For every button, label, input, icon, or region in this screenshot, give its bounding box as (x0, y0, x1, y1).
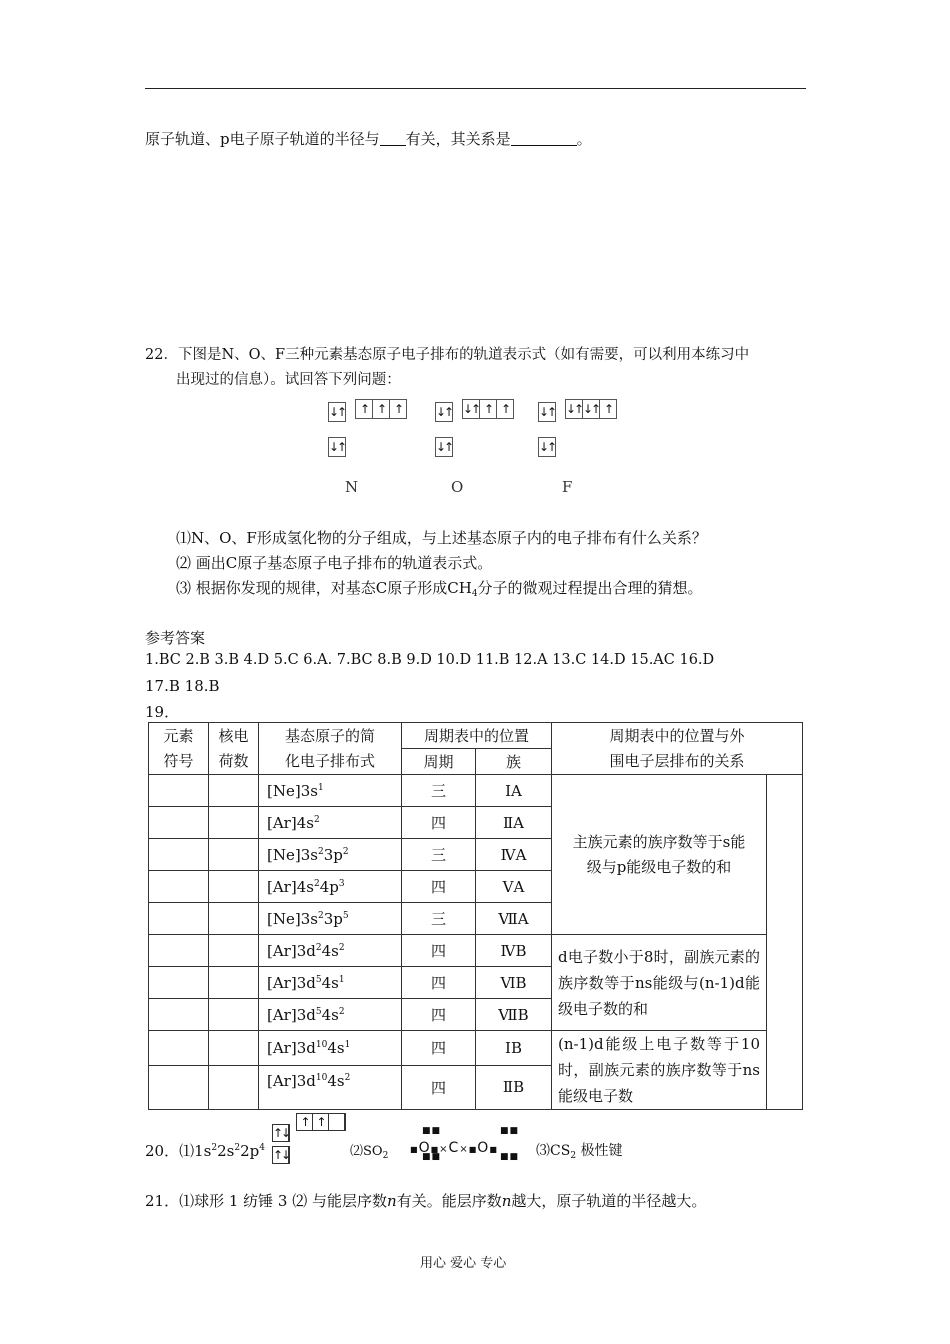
lewis-atom: O (477, 1140, 490, 1156)
cfg-sup: 2 (317, 846, 324, 857)
n-1s-orbital (328, 437, 346, 457)
cell-period: 三 (402, 775, 476, 807)
cell-charge (209, 903, 259, 935)
q20-answer (145, 1140, 265, 1161)
cell-period: 四 (402, 807, 476, 839)
answers-line1: 1.BC 2.B 3.B 4.D 5.C 6.A. 7.BC 8.B 9.D 10.D 11.B 12.A 13.C 14.D 15.AC 16.D (145, 652, 715, 668)
f-1s-orbital (538, 437, 556, 457)
orbital-cell: ↓↑ (583, 402, 600, 416)
cell-period: 四 (402, 871, 476, 903)
q20-subscript: 2 (382, 1151, 389, 1161)
lewis-top-dots-o1: ■■ (422, 1126, 442, 1136)
cfg-text: 3p (323, 909, 343, 928)
cell-symbol (149, 1031, 209, 1066)
blank-1 (380, 131, 406, 146)
lewis-dot-icon: ■ (489, 1145, 498, 1154)
cell-config (259, 903, 402, 935)
cfg-text: [Ar]3d (267, 941, 316, 960)
q21-ans-var: n (387, 1192, 397, 1210)
table-row (149, 935, 803, 967)
q20-2p-box (296, 1113, 346, 1131)
orbital-cell: ↓↑ (463, 402, 480, 416)
cell-charge (209, 1065, 259, 1109)
n-2p-orbitals (355, 399, 407, 419)
q21-ans-text: 21．⑴球形 1 纺锤 3 ⑵ 与能层序数 (145, 1192, 388, 1210)
blank-2 (511, 131, 577, 146)
orbital-cell: ↑ (500, 402, 510, 416)
q20-text: ⑶CS (536, 1143, 571, 1159)
answer-table-19 (148, 722, 803, 1110)
header-rule (145, 88, 806, 89)
relation-ib: (n-1)d能级上电子数等于10时，副族元素的族序数等于ns能级电子数 (552, 1031, 767, 1110)
header-text: 符号 (163, 751, 194, 770)
q22-sub2: ⑵ 画出C原子基态原子电子排布的轨道表示式。 (176, 554, 493, 572)
cell-group: ⅣA (476, 839, 552, 871)
orbital-cell: ↑ (373, 400, 390, 418)
cfg-sup: 3 (338, 878, 345, 889)
relation-sub: d电子数小于8时，副族元素的族序数等于ns能级与(n-1)d能级电子数的和 (552, 935, 767, 1031)
label-f: F (562, 478, 573, 496)
page-footer: 用心 爱心 专心 (420, 1256, 507, 1271)
q21-text-c: 。 (576, 130, 592, 148)
q22-stem-line1: 22．下图是N、O、F三种元素基态原子电子排布的轨道表示式（如有需要，可以利用本练习中 (145, 347, 750, 363)
cell-group: ⅠB (476, 1031, 552, 1066)
cfg-sup: 5 (315, 974, 322, 985)
cell-group: ⅣB (476, 935, 552, 967)
q21-ans-text: 有关。能层序数 (396, 1192, 502, 1210)
cell-config (259, 935, 402, 967)
cfg-text: 4s (321, 973, 339, 992)
cfg-sup: 2 (315, 942, 322, 953)
cell-symbol (149, 839, 209, 871)
orbital-cell: ↓↑ (329, 440, 346, 454)
q21-text-b: 有关，其关系是 (405, 130, 511, 148)
f-2s-orbital (538, 402, 556, 422)
q20-1s-box (272, 1146, 290, 1164)
orbital-cell: ↓↑ (436, 405, 453, 419)
q22-sub3-subscript: 4 (471, 589, 478, 599)
q20-2s-box (272, 1124, 290, 1142)
cfg-text: [Ar]3d (267, 1071, 316, 1090)
q20-text: ⑵SO (350, 1144, 383, 1159)
lewis-bottom-dots-o2: ■■ (500, 1152, 520, 1162)
cfg-sup: 10 (315, 1039, 328, 1050)
cell-group: ⅠA (476, 775, 552, 807)
cell-symbol (149, 935, 209, 967)
orbital-cell: ↓↑ (566, 402, 583, 416)
lewis-dot-icon: ■ (410, 1145, 419, 1154)
q22-sub3-text-a: ⑶ 根据你发现的规律，对基态C原子形成CH (176, 579, 472, 597)
orbital-cell: ↑ (393, 402, 403, 416)
cfg-text: [Ne]3s (267, 845, 318, 864)
header-text: 核电 (218, 726, 249, 745)
cell-charge (209, 807, 259, 839)
cell-group: ⅦB (476, 999, 552, 1031)
q22-sub3-text-b: 分子的微观过程提出合理的猜想。 (477, 579, 703, 597)
cell-config (259, 775, 402, 807)
cell-config (259, 999, 402, 1031)
cell-charge (209, 999, 259, 1031)
q20-text: 2s (217, 1142, 235, 1160)
relation-text: 级与p能级电子数的和 (586, 857, 732, 876)
cell-symbol (149, 903, 209, 935)
orbital-cell: ↑ (313, 1114, 329, 1130)
q20-part3 (536, 1140, 623, 1160)
header-text: 元素 (163, 726, 194, 745)
cfg-text: [Ar]3d (267, 1038, 316, 1057)
cell-period: 三 (402, 903, 476, 935)
cfg-text: [Ar]4s (267, 813, 314, 832)
answers-title: 参考答案 (145, 629, 206, 647)
header-symbol (149, 723, 209, 775)
lewis-cross-icon: × (459, 1144, 469, 1155)
f-2p-orbitals (565, 399, 617, 419)
cell-symbol (149, 1065, 209, 1109)
cell-group: ⅡB (476, 1065, 552, 1109)
cell-charge (209, 1031, 259, 1066)
lewis-dot-icon: ■ (468, 1145, 478, 1154)
cfg-sup: 1 (317, 782, 324, 793)
cell-config (259, 839, 402, 871)
q22-sub1: ⑴N、O、F形成氢化物的分子组成，与上述基态原子内的电子排布有什么关系？ (176, 529, 707, 547)
header-charge (209, 723, 259, 775)
cfg-text: 3p (323, 845, 343, 864)
label-n: N (345, 478, 359, 496)
cfg-sup: 5 (342, 910, 349, 921)
q21-answer (145, 1190, 706, 1211)
cfg-sup: 2 (313, 878, 320, 889)
q20-sup: 2 (211, 1143, 218, 1153)
cfg-text: 4s (327, 1071, 345, 1090)
cell-config (259, 1031, 402, 1066)
cell-symbol (149, 967, 209, 999)
header-relation (552, 723, 803, 775)
cell-charge (209, 839, 259, 871)
header-text: 基态原子的简 (284, 726, 375, 745)
orbital-cell: ↑ (297, 1114, 313, 1130)
relation-text: 主族元素的族序数等于s能 (572, 832, 746, 851)
lewis-atom: C (448, 1140, 460, 1156)
q20-text: 20．⑴1s (145, 1142, 212, 1160)
cfg-sup: 2 (344, 1072, 351, 1083)
header-group: 族 (476, 749, 552, 775)
cell-group: ⅡA (476, 807, 552, 839)
q21-continuation (145, 128, 592, 149)
q20-subscript: 2 (570, 1151, 577, 1161)
q21-ans-var: n (501, 1192, 512, 1210)
header-text: 围电子层排布的关系 (609, 751, 745, 770)
orbital-cell: ↓↑ (539, 440, 556, 454)
cell-charge (209, 871, 259, 903)
cell-symbol (149, 999, 209, 1031)
q21-ans-text: 越大，原子轨道的半径越大。 (511, 1192, 707, 1210)
lewis-bottom-dots-o1: ■■ (422, 1152, 442, 1162)
header-text: 周期表中的位置与外 (609, 726, 745, 745)
o-2s-orbital (435, 402, 453, 422)
cell-symbol (149, 871, 209, 903)
cfg-text: [Ar]3d (267, 1005, 316, 1024)
cfg-sup: 2 (342, 846, 349, 857)
cell-group: ⅤA (476, 871, 552, 903)
cfg-text: [Ar]3d (267, 973, 316, 992)
cell-period: 四 (402, 1065, 476, 1109)
answers-line3: 19． (145, 703, 180, 721)
cell-period: 四 (402, 999, 476, 1031)
label-o: O (451, 478, 464, 496)
cfg-sup: 2 (338, 1006, 345, 1017)
cell-symbol (149, 775, 209, 807)
cell-period: 三 (402, 839, 476, 871)
cfg-sup: 1 (338, 974, 345, 985)
header-period: 周期 (402, 749, 476, 775)
table-row (149, 775, 803, 807)
header-config (259, 723, 402, 775)
orbital-cell: ↑ (480, 400, 497, 418)
cfg-text: 4s (327, 1038, 345, 1057)
q20-text: 2p (240, 1142, 260, 1160)
cfg-text: [Ne]3s (267, 781, 318, 800)
orbital-cell (329, 1114, 345, 1130)
q22-stem-line2: 出现过的信息）。试回答下列问题： (176, 372, 401, 388)
cell-config (259, 967, 402, 999)
cfg-sup: 10 (315, 1072, 328, 1083)
n-2s-orbital (328, 402, 346, 422)
lewis-top-dots-o2: ■■ (500, 1126, 520, 1136)
cfg-sup: 2 (313, 814, 320, 825)
q22-sub3 (176, 577, 703, 598)
lewis-dot-icon: ■ (430, 1145, 440, 1154)
cell-charge (209, 935, 259, 967)
cfg-text: [Ar]4s (267, 877, 314, 896)
table-header-row (149, 723, 803, 749)
cfg-text: 4p (319, 877, 339, 896)
cell-config (259, 807, 402, 839)
cell-blank-right (767, 775, 803, 1110)
cfg-text: 4s (321, 1005, 339, 1024)
lewis-cross-icon: × (439, 1144, 449, 1155)
cfg-text: 4s (321, 941, 339, 960)
table-row (149, 1031, 803, 1066)
o-1s-orbital (435, 437, 453, 457)
cell-group: ⅥB (476, 967, 552, 999)
q20-part2 (350, 1140, 388, 1159)
cfg-sup: 2 (317, 910, 324, 921)
header-position: 周期表中的位置 (402, 723, 552, 749)
orbital-cell: ↑ (356, 400, 373, 418)
q20-sup: 4 (259, 1143, 265, 1153)
header-text: 荷数 (218, 751, 249, 770)
answers-line2: 17.B 18.B (145, 677, 220, 695)
relation-main (552, 775, 767, 935)
cfg-sup: 2 (338, 942, 345, 953)
orbital-cell: ↑↓ (273, 1148, 290, 1162)
cell-symbol (149, 807, 209, 839)
header-text: 化电子排布式 (284, 751, 375, 770)
cell-charge (209, 967, 259, 999)
orbital-cell: ↓↑ (436, 440, 453, 454)
cell-group: ⅦA (476, 903, 552, 935)
cell-period: 四 (402, 967, 476, 999)
cell-config (259, 1065, 402, 1109)
cell-period: 四 (402, 935, 476, 967)
cfg-sup: 5 (315, 1006, 322, 1017)
o-2p-orbitals (462, 399, 514, 419)
cfg-text: [Ne]3s (267, 909, 318, 928)
cell-period: 四 (402, 1031, 476, 1066)
lewis-atom: O (418, 1140, 431, 1156)
cell-config (259, 871, 402, 903)
q20-text: 极性键 (580, 1143, 623, 1159)
orbital-cell: ↓↑ (329, 405, 346, 419)
q21-text-a: 原子轨道、p电子原子轨道的半径与 (145, 130, 380, 148)
q20-sup: 2 (234, 1143, 241, 1153)
cfg-sup: 1 (344, 1039, 351, 1050)
orbital-cell: ↓↑ (539, 405, 556, 419)
cell-charge (209, 775, 259, 807)
orbital-cell: ↑↓ (273, 1126, 290, 1140)
orbital-cell: ↑ (603, 402, 613, 416)
